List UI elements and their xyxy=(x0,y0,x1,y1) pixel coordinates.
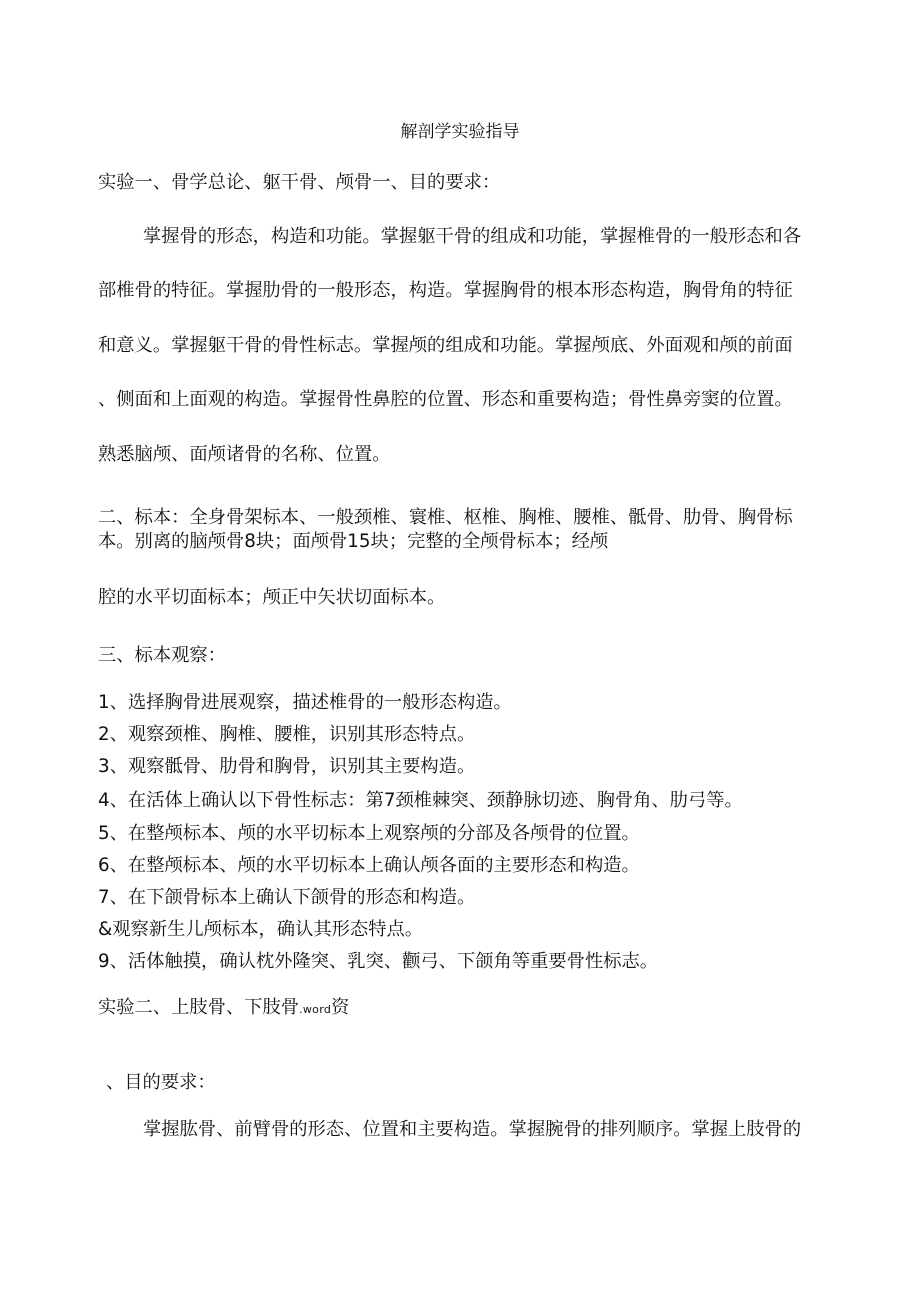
observation-item: 9、活体触摸，确认枕外隆突、乳突、颧弓、下颌角等重要骨性标志。 xyxy=(98,951,659,972)
exp2-heading-tail: 资 xyxy=(331,997,350,1018)
specimens-line: 本。别离的脑颅骨8块；面颅骨15块；完整的全颅骨标本；经颅 xyxy=(98,531,609,552)
exp2-aims-heading: 、目的要求： xyxy=(106,1072,216,1093)
observation-item: &观察新生儿颅标本，确认其形态特点。 xyxy=(98,919,424,940)
exp1-heading: 实验一、骨学总论、躯干骨、颅骨一、目的要求： xyxy=(98,172,501,193)
exp2-aims-line: 掌握肱骨、前臂骨的形态、位置和主要构造。掌握腕骨的排列顺序。掌握上肢骨的 xyxy=(143,1119,802,1140)
observation-heading: 三、标本观察： xyxy=(98,645,226,666)
aims-line: 部椎骨的特征。掌握肋骨的一般形态，构造。掌握胸骨的根本形态构造，胸骨角的特征 xyxy=(98,280,793,301)
aims-line: 和意义。掌握躯干骨的骨性标志。掌握颅的组成和功能。掌握颅底、外面观和颅的前面 xyxy=(98,335,793,356)
aims-line: 掌握骨的形态，构造和功能。掌握躯干骨的组成和功能，掌握椎骨的一般形态和各 xyxy=(143,226,802,247)
observation-item: 7、在下颌骨标本上确认下颌骨的形态和构造。 xyxy=(98,887,476,908)
exp2-heading-suffix: .word xyxy=(299,1003,332,1016)
document-title: 解剖学实验指导 xyxy=(400,122,520,142)
observation-item: 6、在整颅标本、颅的水平切标本上确认颅各面的主要形态和构造。 xyxy=(98,855,640,876)
specimens-line: 腔的水平切面标本；颅正中矢状切面标本。 xyxy=(98,587,446,608)
exp2-heading-text: 实验二、上肢骨、下肢骨 xyxy=(98,997,300,1018)
observation-item: 5、在整颅标本、颅的水平切标本上观察颅的分部及各颅骨的位置。 xyxy=(98,823,640,844)
exp2-heading xyxy=(98,996,349,1022)
aims-line: 熟悉脑颅、面颅诸骨的名称、位置。 xyxy=(98,444,391,465)
observation-item: 1、选择胸骨进展观察，描述椎骨的一般形态构造。 xyxy=(98,692,512,713)
observation-item: 2、观察颈椎、胸椎、腰椎，识别其形态特点。 xyxy=(98,724,476,745)
observation-item: 4、在活体上确认以下骨性标志：第7颈椎棘突、颈静脉切迹、胸骨角、肋弓等。 xyxy=(98,790,743,811)
observation-item: 3、观察骶骨、肋骨和胸骨，识别其主要构造。 xyxy=(98,756,476,777)
specimens-line: 二、标本：全身骨架标本、一般颈椎、寰椎、枢椎、胸椎、腰椎、骶骨、肋骨、胸骨标 xyxy=(98,507,793,528)
aims-line: 、侧面和上面观的构造。掌握骨性鼻腔的位置、形态和重要构造；骨性鼻旁窦的位置。 xyxy=(98,389,793,410)
